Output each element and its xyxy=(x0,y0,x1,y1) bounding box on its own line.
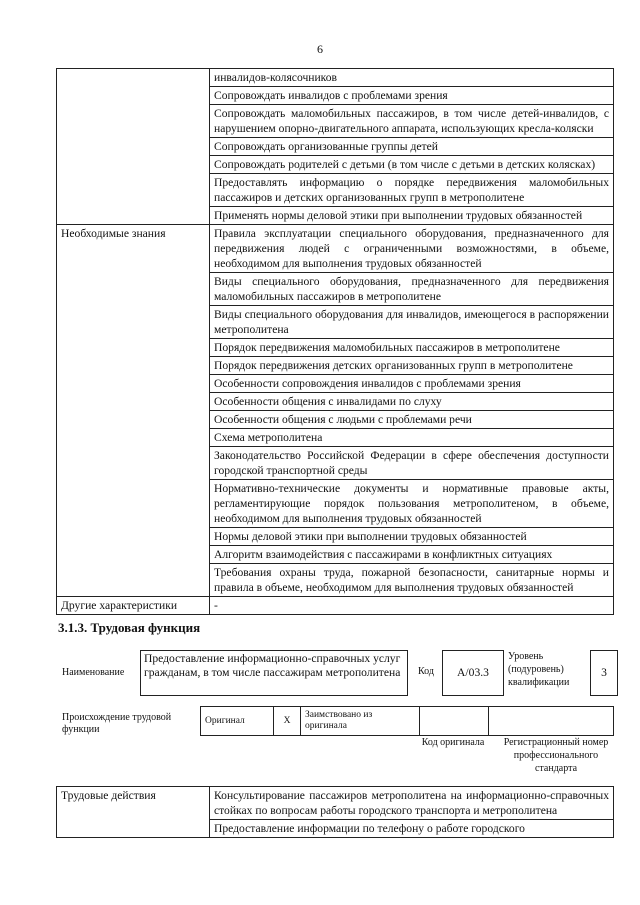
table-row xyxy=(57,225,614,273)
row-value: Алгоритм взаимодействия с пассажирами в конфликтных ситуациях xyxy=(210,546,614,564)
row-value: Порядок передвижения детских организованных групп в метрополитене xyxy=(210,357,614,375)
function-name-field: Предоставление информационно-справочных услуг гражданам, в том числе пассажирам метрополитена xyxy=(140,650,408,696)
actions-table xyxy=(56,786,614,838)
section-heading: 3.1.3. Трудовая функция xyxy=(58,620,201,635)
row-value: Сопровождать маломобильных пассажиров, в том числе детей-инвалидов, с нарушением опорно-двигательного аппарата, использующих кресла-коляски xyxy=(210,105,614,138)
requirements-table xyxy=(56,68,614,615)
row-value: Порядок передвижения маломобильных пассажиров в метрополитене xyxy=(210,339,614,357)
row-value: Предоставлять информацию о порядке передвижения маломобильных пассажиров и детских организованных групп в метрополитене xyxy=(210,174,614,207)
row-value: Сопровождать родителей с детьми (в том числе с детьми в детских колясках) xyxy=(210,156,614,174)
borrowed-cell: Заимствовано из оригинала xyxy=(301,707,420,736)
code-label: Код xyxy=(418,666,434,677)
row-value: Особенности общения с инвалидами по слуху xyxy=(210,393,614,411)
row-label: Трудовые действия xyxy=(57,787,210,838)
row-value: Виды специального оборудования для инвалидов, имеющегося в распоряжении метрополитена xyxy=(210,306,614,339)
row-label: Необходимые знания xyxy=(57,225,210,597)
row-value: Особенности сопровождения инвалидов с проблемами зрения xyxy=(210,375,614,393)
row-value: Сопровождать организованные группы детей xyxy=(210,138,614,156)
function-header xyxy=(58,650,618,700)
origin-code-caption: Код оригинала xyxy=(421,737,485,748)
row-value: инвалидов-колясочников xyxy=(210,69,614,87)
name-label: Наименование xyxy=(62,667,125,678)
registration-number-cell xyxy=(489,707,614,736)
function-code-field: А/03.3 xyxy=(442,650,504,696)
page-number: 6 xyxy=(317,42,323,56)
row-value: Особенности общения с людьми с проблемами речи xyxy=(210,411,614,429)
original-mark: X xyxy=(274,707,301,736)
row-value: Требования охраны труда, пожарной безопасности, санитарные нормы и правила в объеме, необходимом для выполнения трудовых обязанностей xyxy=(210,564,614,597)
row-label: Другие характеристики xyxy=(57,597,210,615)
table-row xyxy=(57,787,614,820)
row-value: Схема метрополитена xyxy=(210,429,614,447)
level-field: 3 xyxy=(590,650,618,696)
origin-block xyxy=(58,706,618,776)
row-value: Консультирование пассажиров метрополитена на информационно-справочных стойках по вопросам работы городского транспорта и метрополитена xyxy=(210,787,614,820)
row-value: Нормативно-технические документы и нормативные правовые акты, регламентирующие порядок пользования метрополитеном, в объеме, необходимом для выполнения трудовых обязанностей xyxy=(210,480,614,528)
row-label xyxy=(57,69,210,225)
registration-number-caption: Регистрационный номер профессионального стандарта xyxy=(503,737,609,774)
row-value: - xyxy=(210,597,614,615)
row-value: Правила эксплуатации специального оборудования, предназначенного для передвижения людей с ограниченными возможностями, в объеме, необходимом для выполнения трудовых обязанностей xyxy=(210,225,614,273)
row-value: Сопровождать инвалидов с проблемами зрения xyxy=(210,87,614,105)
row-value: Нормы деловой этики при выполнении трудовых обязанностей xyxy=(210,528,614,546)
origin-label: Происхождение трудовой функции xyxy=(62,712,172,735)
origin-code-cell xyxy=(420,707,489,736)
row-value: Виды специального оборудования, предназначенного для передвижения маломобильных пассажиров в метрополитене xyxy=(210,273,614,306)
table-row xyxy=(57,69,614,87)
row-value: Предоставление информации по телефону о работе городского xyxy=(210,820,614,838)
origin-table xyxy=(200,706,614,736)
level-label: Уровень (подуровень) квалификации xyxy=(508,651,570,688)
row-value: Применять нормы деловой этики при выполнении трудовых обязанностей xyxy=(210,207,614,225)
original-cell: Оригинал xyxy=(201,707,274,736)
table-row xyxy=(57,597,614,615)
row-value: Законодательство Российской Федерации в сфере обеспечения доступности городской транспортной среды xyxy=(210,447,614,480)
